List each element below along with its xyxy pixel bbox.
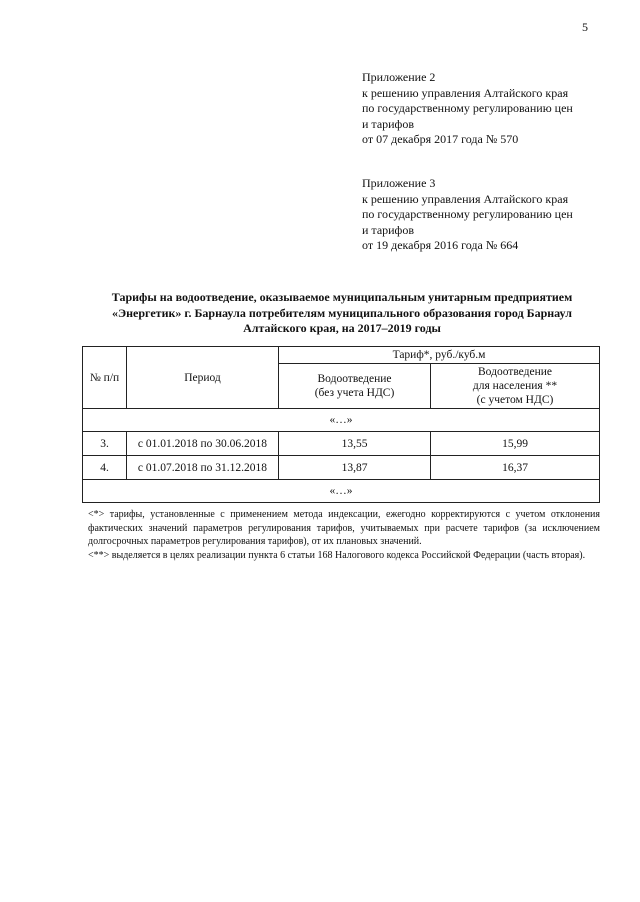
footnote: <*> тарифы, установленные с применением метода индексации, ежегодно корректируются с учетом отклонения фактических значений параметров регулирования тарифов, учитываемых при расчете тарифов (за исключением долгосрочных параметров регулирования тарифов), от их плановых значений. — [88, 509, 600, 547]
table-row — [83, 456, 600, 480]
page-number: 5 — [582, 20, 588, 34]
header-line: Водоотведение — [478, 366, 552, 378]
cell-without-vat: 13,87 — [279, 456, 431, 480]
cell-num: 4. — [83, 456, 127, 480]
document-title — [72, 290, 612, 337]
header-line: Водоотведение — [317, 373, 392, 385]
appendix-2-line: Приложение 2 — [362, 70, 436, 84]
header-line: (с учетом НДС) — [476, 394, 554, 406]
title-line: Алтайского края, на 2017–2019 годы — [243, 321, 441, 335]
header-num: № п/п — [83, 347, 127, 409]
table-row — [83, 432, 600, 456]
cell-without-vat: 13,55 — [279, 432, 431, 456]
header-without-vat — [279, 364, 431, 409]
cell-with-vat: 15,99 — [431, 432, 600, 456]
appendix-2-line: к решению управления Алтайского края — [362, 85, 569, 100]
appendix-3-header — [362, 176, 602, 254]
appendix-3-line: к решению управления Алтайского края — [362, 191, 569, 206]
appendix-3-line: по государственному регулированию цен — [362, 207, 573, 221]
appendix-3-line: от 19 декабря 2016 года № 664 — [362, 238, 519, 252]
tariff-table — [82, 346, 600, 503]
table-row-ellipsis — [83, 409, 600, 432]
appendix-2-line: по государственному регулированию цен — [362, 101, 573, 115]
table-row-ellipsis — [83, 480, 600, 503]
header-with-vat — [431, 364, 600, 409]
title-line: Тарифы на водоотведение, оказываемое муниципальным унитарным предприятием — [111, 290, 573, 304]
footnotes — [88, 508, 600, 562]
title-line: «Энергетик» г. Барнаула потребителям муниципального образования город Барнаул — [112, 305, 572, 320]
cell-period: с 01.07.2018 по 31.12.2018 — [127, 456, 279, 480]
appendix-2-line: от 07 декабря 2017 года № 570 — [362, 132, 519, 146]
header-tariff: Тариф*, руб./куб.м — [279, 347, 600, 364]
ellipsis-cell: «…» — [83, 409, 600, 432]
header-line: для населения ** — [472, 380, 558, 392]
cell-period: с 01.01.2018 по 30.06.2018 — [127, 432, 279, 456]
header-period: Период — [127, 347, 279, 409]
appendix-3-line: и тарифов — [362, 222, 415, 237]
appendix-3-line: Приложение 3 — [362, 176, 436, 190]
cell-with-vat: 16,37 — [431, 456, 600, 480]
footnote: <**> выделяется в целях реализации пункта 6 статьи 168 Налогового кодекса Российской Федерации (часть вторая). — [88, 549, 586, 561]
header-line: (без учета НДС) — [314, 387, 395, 399]
ellipsis-cell: «…» — [83, 480, 600, 503]
appendix-2-header — [362, 70, 602, 148]
cell-num: 3. — [83, 432, 127, 456]
table-header-row — [83, 347, 600, 364]
appendix-2-line: и тарифов — [362, 116, 415, 131]
